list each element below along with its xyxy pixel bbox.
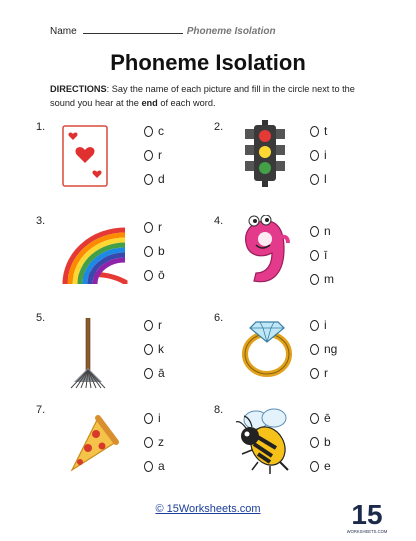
answer-option[interactable] [144,263,165,287]
item-number: 1. [36,121,46,133]
answer-option[interactable] [310,454,331,478]
option-label: ā [158,366,165,380]
answer-circle[interactable] [310,274,319,285]
answer-circle[interactable] [310,461,319,472]
option-label: l [324,172,327,186]
answer-circle[interactable] [310,150,319,161]
option-label: ī [324,248,328,262]
item-number: 5. [36,312,46,324]
directions-text-before: : Say the name of each picture and fill in the circle next to the sound you hear at the [50,84,355,108]
answer-circle[interactable] [144,222,153,233]
name-label: Name [50,26,77,37]
rainbow-icon [62,226,128,291]
answer-options [310,219,334,291]
option-label: a [158,459,165,473]
answer-option[interactable] [144,143,165,167]
answer-option[interactable] [310,337,337,361]
option-label: m [324,272,334,286]
option-label: r [158,220,162,234]
answer-circle[interactable] [144,413,153,424]
option-label: i [324,148,327,162]
item-number: 7. [36,404,46,416]
option-label: t [324,124,328,138]
item-number: 4. [214,215,224,227]
name-input-line[interactable] [83,25,183,34]
option-label: r [158,318,162,332]
answer-circle[interactable] [144,246,153,257]
answer-option[interactable] [310,430,331,454]
logo-number: 15 [351,499,383,530]
answer-options [144,406,165,478]
answer-circle[interactable] [310,126,319,137]
answer-option[interactable] [144,454,165,478]
answer-options [310,119,327,191]
item-number: 6. [214,312,224,324]
playing-card-icon [60,124,118,195]
directions-emphasis: end [141,98,158,108]
answer-option[interactable] [144,167,165,191]
answer-options [310,313,337,385]
answer-option[interactable] [310,143,327,167]
item-number: 8. [214,404,224,416]
answer-circle[interactable] [310,174,319,185]
traffic-light-icon [240,119,290,194]
answer-circle[interactable] [144,150,153,161]
answer-option[interactable] [144,119,165,143]
option-label: z [158,435,164,449]
bee-icon [230,406,304,481]
answer-circle[interactable] [144,368,153,379]
option-label: k [158,342,164,356]
answer-circle[interactable] [310,226,319,237]
answer-circle[interactable] [144,270,153,281]
answer-option[interactable] [144,406,165,430]
option-label: c [158,124,164,138]
option-label: i [324,318,327,332]
option-label: d [158,172,165,186]
answer-option[interactable] [310,119,327,143]
worksheet-header [50,25,276,37]
option-label: ng [324,342,338,356]
answer-option[interactable] [144,215,165,239]
pizza-slice-icon [64,412,126,483]
answer-options [144,215,165,287]
answer-option[interactable] [310,406,331,430]
answer-options [310,406,331,478]
answer-option[interactable] [144,430,165,454]
answer-circle[interactable] [310,320,319,331]
answer-circle[interactable] [144,320,153,331]
answer-circle[interactable] [144,344,153,355]
logo [347,496,387,536]
answer-circle[interactable] [310,368,319,379]
answer-option[interactable] [310,361,337,385]
directions-label: DIRECTIONS [50,84,107,94]
answer-option[interactable] [144,239,165,263]
answer-option[interactable] [144,361,165,385]
answer-circle[interactable] [310,250,319,261]
logo-text: WORKSHEETS.COM [347,529,387,534]
directions-text-after: of each word. [157,98,216,108]
item-number: 3. [36,215,46,227]
answer-option[interactable] [310,267,334,291]
answer-option[interactable] [144,337,165,361]
option-label: ō [158,268,165,282]
answer-option[interactable] [310,313,337,337]
option-label: r [324,366,328,380]
option-label: n [324,224,331,238]
answer-circle[interactable] [144,461,153,472]
option-label: b [324,435,331,449]
directions [50,82,370,110]
header-sheet-title: Phoneme Isolation [186,26,276,37]
ring-icon [236,312,298,383]
answer-options [144,313,165,385]
answer-circle[interactable] [310,437,319,448]
answer-option[interactable] [310,167,327,191]
option-label: ē [324,411,331,425]
answer-circle[interactable] [144,437,153,448]
option-label: i [158,411,161,425]
copyright-link[interactable]: © 15Worksheets.com [155,503,261,515]
rake-icon [68,318,108,395]
page-title: Phoneme Isolation [110,50,306,75]
answer-option[interactable] [144,313,165,337]
answer-option[interactable] [310,243,334,267]
answer-option[interactable] [310,219,334,243]
option-label: e [324,459,331,473]
answer-circle[interactable] [144,174,153,185]
item-number: 2. [214,121,224,133]
number-nine-icon [240,215,292,292]
option-label: b [158,244,165,258]
option-label: r [158,148,162,162]
answer-circle[interactable] [310,344,319,355]
answer-circle[interactable] [144,126,153,137]
answer-circle[interactable] [310,413,319,424]
answer-options [144,119,165,191]
